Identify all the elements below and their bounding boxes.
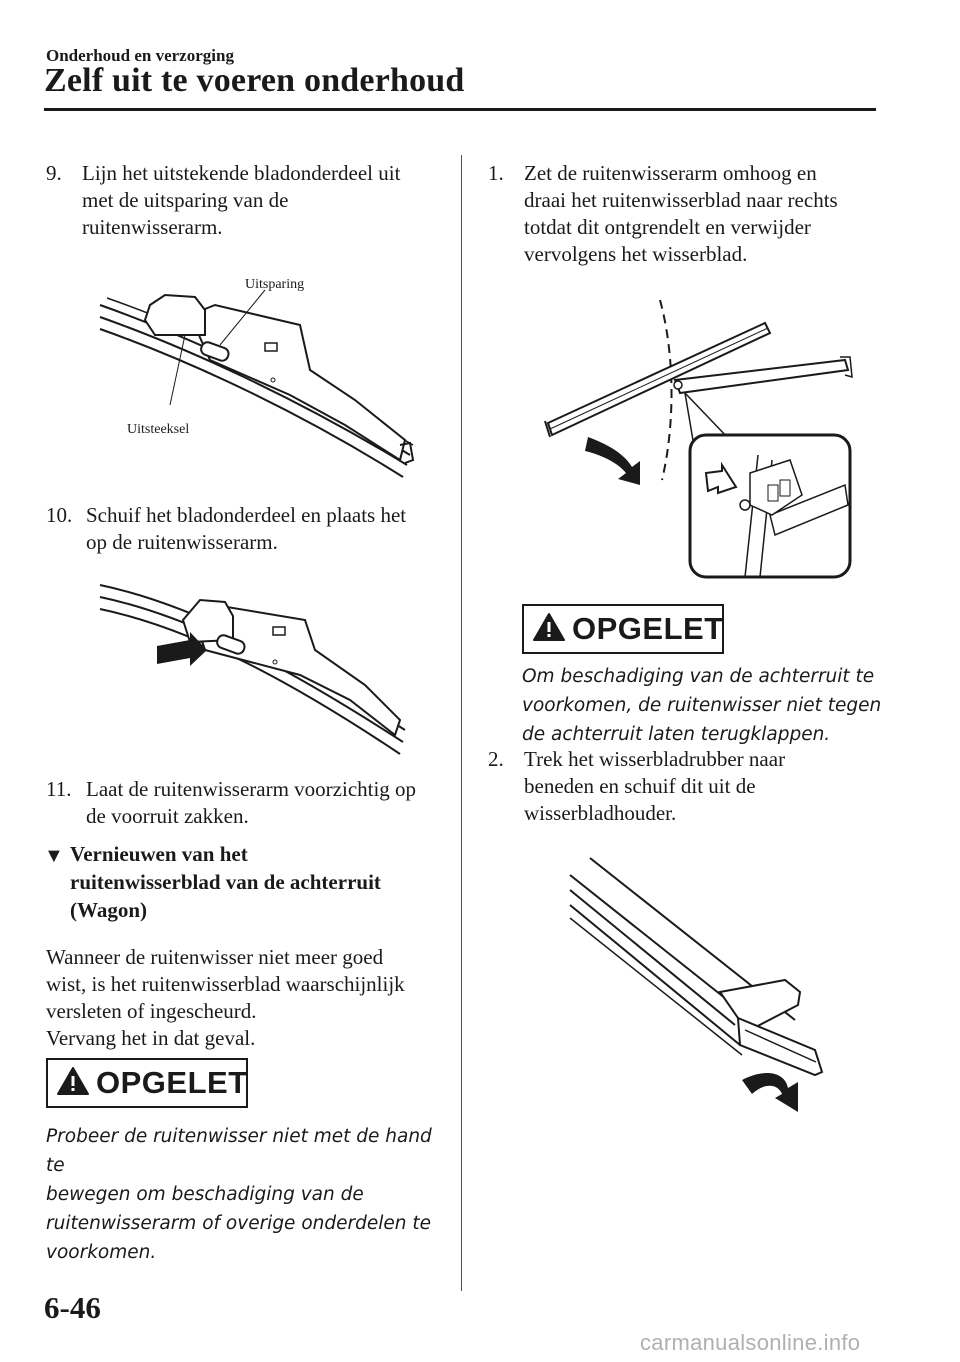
step-9 (46, 160, 446, 241)
subsection-heading-line: (Wagon) (70, 898, 148, 922)
step-10 (46, 502, 446, 556)
figure-wiper-slide (95, 580, 415, 760)
caution-line: voorkomen. (46, 1242, 157, 1263)
step-number: 2. (488, 747, 504, 771)
label-protrusion: Uitsteeksel (127, 422, 190, 437)
step-text-line: met de uitsparing van de (82, 188, 289, 212)
step-text-line: ruitenwisserarm. (82, 215, 223, 239)
paragraph-line: wist, is het ruitenwisserblad waarschijnlijk (46, 972, 405, 996)
intro-paragraph (46, 944, 446, 1052)
caution-line: de achterruit laten terugklappen. (522, 724, 831, 745)
paragraph-line: Vervang het in dat geval. (46, 1026, 256, 1050)
pull-arrow-icon (742, 1073, 798, 1112)
caution-box-left (46, 1058, 248, 1108)
section-label: Onderhoud en verzorging (46, 46, 234, 65)
step-text-line: de voorruit zakken. (86, 804, 249, 828)
step-text-line: op de ruitenwisserarm. (86, 530, 278, 554)
caution-line: Om beschadiging van de achterruit te (522, 666, 875, 687)
subsection-heading-line: ruitenwisserblad van de achterruit (70, 870, 381, 894)
caution-box-right (522, 604, 724, 654)
page-number: 6-46 (44, 1290, 101, 1325)
caution-line: Probeer de ruitenwisser niet met de hand te (46, 1126, 432, 1176)
step-text-line: beneden en schuif dit uit de (524, 774, 756, 798)
figure-rear-wiper-unlock (540, 295, 860, 585)
warning-icon (532, 612, 566, 642)
step-number: 9. (46, 161, 62, 185)
subsection-heading-line: Vernieuwen van het (70, 842, 248, 866)
step-1 (488, 160, 888, 268)
paragraph-line: Wanneer de ruitenwisser niet meer goed (46, 945, 384, 969)
figure-wiper-align (95, 265, 425, 500)
step-text-line: Zet de ruitenwisserarm omhoog en (524, 161, 817, 185)
caution-text-left (46, 1122, 456, 1267)
caution-line: bewegen om beschadiging van de (46, 1184, 364, 1205)
step-text-line: Lijn het uitstekende bladonderdeel uit (82, 161, 401, 185)
caution-text-right (522, 662, 882, 749)
step-number: 10. (46, 503, 73, 527)
rotate-arrow-icon (585, 437, 640, 485)
paragraph-line: versleten of ingescheurd. (46, 999, 257, 1023)
warning-icon (56, 1066, 90, 1096)
caution-label: OPGELET (96, 1065, 248, 1100)
step-number: 11. (46, 777, 72, 801)
step-text-line: Schuif het bladonderdeel en plaats het (86, 503, 407, 527)
column-divider (461, 155, 462, 1291)
step-text-line: draai het ruitenwisserblad naar rechts (524, 188, 838, 212)
step-text-line: totdat dit ontgrendelt en verwijder (524, 215, 811, 239)
header-rule (44, 108, 876, 111)
label-recess: Uitsparing (245, 277, 305, 292)
subsection-heading (44, 840, 444, 924)
step-text-line: wisserbladhouder. (524, 801, 677, 825)
step-text-line: Trek het wisserbladrubber naar (524, 747, 786, 771)
caution-line: voorkomen, de ruitenwisser niet tegen (522, 695, 882, 716)
caution-label: OPGELET (572, 611, 724, 646)
step-number: 1. (488, 161, 504, 185)
page-title: Zelf uit te voeren onderhoud (44, 62, 465, 99)
triangle-marker-icon: ▼ (44, 845, 64, 867)
figure-rear-blade-rubber (560, 850, 850, 1125)
watermark: carmanualsonline.info (640, 1330, 861, 1355)
caution-line: ruitenwisserarm of overige onderdelen te (46, 1213, 431, 1234)
step-text-line: vervolgens het wisserblad. (524, 242, 748, 266)
step-text-line: Laat de ruitenwisserarm voorzichtig op (86, 777, 417, 801)
step-2 (488, 746, 888, 827)
step-11 (46, 776, 446, 830)
